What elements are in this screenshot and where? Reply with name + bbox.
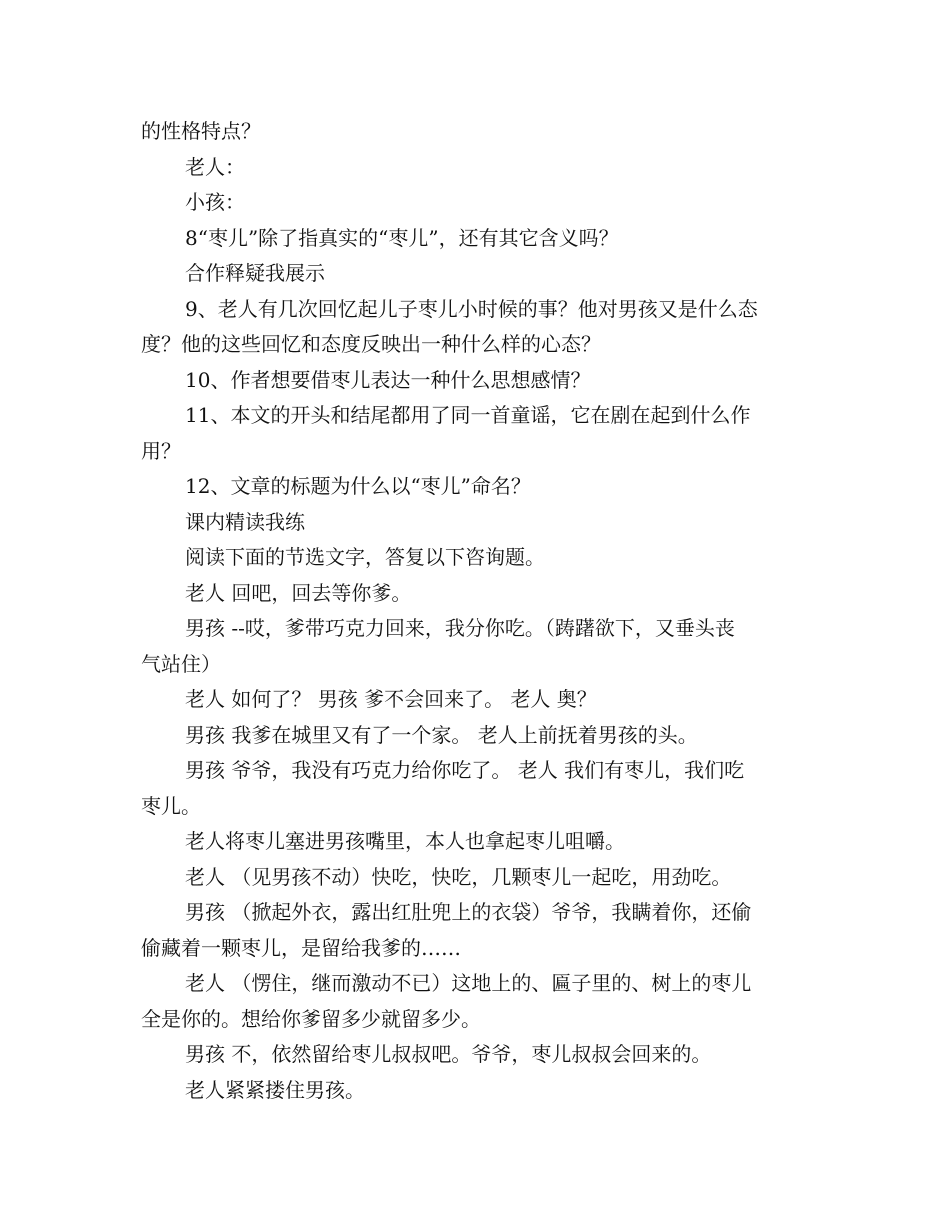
text-line: 男孩 我爹在城里又有了一个家。 老人上前抚着男孩的头。 <box>185 722 698 747</box>
text-line: 老人 如何了？ 男孩 爹不会回来了。 老人 奥？ <box>185 687 597 711</box>
text-line: 老人 （愣住，继而激动不已）这地上的、匾子里的、树上的枣儿 <box>185 971 752 995</box>
text-line: 11、本文的开头和结尾都用了同一首童谣，它在剧在起到什么作 <box>185 403 751 427</box>
text-line: 的性格特点？ <box>141 119 261 143</box>
text-line: 偷藏着一颗枣儿，是留给我爹的…… <box>141 935 461 960</box>
text-line: 老人 回吧，回去等你爹。 <box>185 580 412 605</box>
document-body <box>141 114 813 1108</box>
text-line: 老人紧紧搂住男孩。 <box>185 1077 365 1102</box>
text-line: 全是你的。想给你爹留多少就留多少。 <box>141 1006 481 1031</box>
text-line: 男孩 --哎，爹带巧克力回来，我分你吃。（踌躇欲下，又垂头丧 <box>185 616 735 640</box>
text-line: 用？ <box>141 438 181 463</box>
text-line: 老人将枣儿塞进男孩嘴里，本人也拿起枣儿咀嚼。 <box>185 829 625 853</box>
text-line: 12、文章的标题为什么以“枣儿”命名？ <box>185 474 531 498</box>
text-line: 男孩 （掀起外衣，露出红肚兜上的衣袋）爷爷，我瞒着你，还偷 <box>185 900 752 924</box>
text-line: 气站住） <box>141 651 221 676</box>
text-line: 度？他的这些回忆和态度反映出一种什么样的心态？ <box>141 332 601 356</box>
text-line: 8“枣儿”除了指真实的“枣儿”，还有其它含义吗？ <box>185 225 619 250</box>
text-line: 小孩： <box>185 190 245 214</box>
text-line: 老人 （见男孩不动）快吃，快吃，几颗枣儿一起吃，用劲吃。 <box>185 864 732 889</box>
text-line: 男孩 爷爷，我没有巧克力给你吃了。 老人 我们有枣儿，我们吃 <box>185 758 745 782</box>
text-line: 老人： <box>185 154 245 179</box>
text-line: 枣儿。 <box>141 793 201 818</box>
text-line: 男孩 不，依然留给枣儿叔叔吧。爷爷，枣儿叔叔会回来的。 <box>185 1042 712 1066</box>
text-line: 10、作者想要借枣儿表达一种什么思想感情？ <box>185 367 591 392</box>
text-line: 合作释疑我展示 <box>185 261 325 285</box>
text-line: 9、老人有几次回忆起儿子枣儿小时候的事？他对男孩又是什么态 <box>185 296 758 321</box>
text-line: 阅读下面的节选文字，答复以下咨询题。 <box>185 545 545 569</box>
text-line: 课内精读我练 <box>185 509 305 534</box>
